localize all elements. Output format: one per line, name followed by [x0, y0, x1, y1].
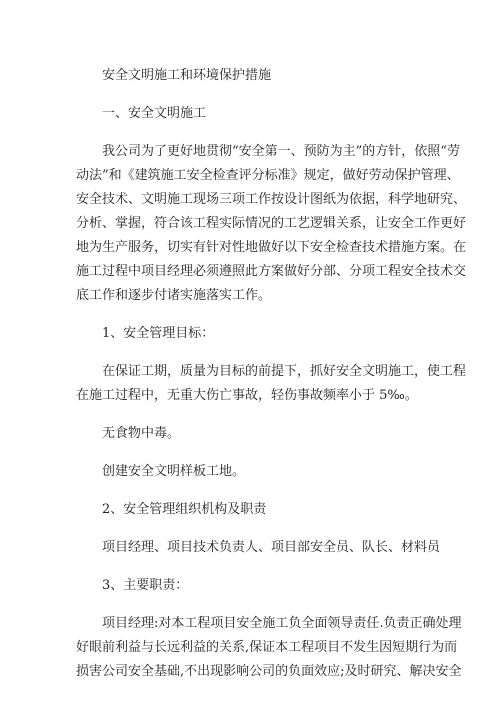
paragraph-policy [76, 140, 467, 308]
heading-organization: 2、安全管理组织机构及职责 [102, 502, 267, 517]
document-body [76, 64, 467, 684]
heading-main-duties: 3、主要职责： [102, 578, 189, 593]
paragraph-line: 我公司为了更好地贯彻“安全第一、预防为主”的方针，依照“劳 [102, 144, 460, 159]
paragraph-line: 分析、掌握，符合该工程实际情况的工艺逻辑关系，让安全工作更好 [76, 216, 467, 231]
section-heading-safety: 一、安全文明施工 [102, 106, 207, 121]
staff-list: 项目经理、项目技术负责人、项目部安全员、队长、材料员 [102, 540, 441, 555]
goal-no-food-poisoning: 无食物中毒。 [102, 426, 181, 441]
paragraph-line: 底工作和逐步付诸实施落实工作。 [76, 288, 272, 303]
goal-model-site: 创建安全文明样板工地。 [102, 464, 246, 479]
paragraph-goals [76, 360, 467, 408]
paragraph-line: 项目经理:对本工程项目安全施工负全面领导责任.负责正确处理 [102, 616, 462, 631]
paragraph-line: 施工过程中项目经理必须遵照此方案做好分部、分项工程安全技术交 [76, 264, 467, 279]
document-title: 安全文明施工和环境保护措施 [102, 68, 272, 83]
paragraph-line: 损害公司安全基础,不出现影响公司的负面效应;及时研究、解决安全 [76, 664, 462, 679]
paragraph-line: 安全技术、文明施工现场三项工作按设计图纸为依据，科学地研究、 [76, 192, 467, 207]
heading-safety-goals: 1、安全管理目标： [102, 326, 215, 341]
paragraph-line: 动法”和《建筑施工安全检查评分标准》规定，做好劳动保护管理、 [76, 168, 460, 183]
paragraph-line: 在保证工期，质量为目标的前提下，抓好安全文明施工，使工程 [102, 364, 467, 379]
paragraph-duties [76, 612, 462, 684]
paragraph-line: 好眼前利益与长远利益的关系,保证本工程项目不发生因短期行为而 [76, 640, 458, 655]
paragraph-line: 在施工过程中，无重大伤亡事故，轻伤事故频率小于 5‰。 [76, 388, 418, 403]
paragraph-line: 地为生产服务，切实有针对性地做好以下安全检查技术措施方案。在 [76, 240, 467, 255]
